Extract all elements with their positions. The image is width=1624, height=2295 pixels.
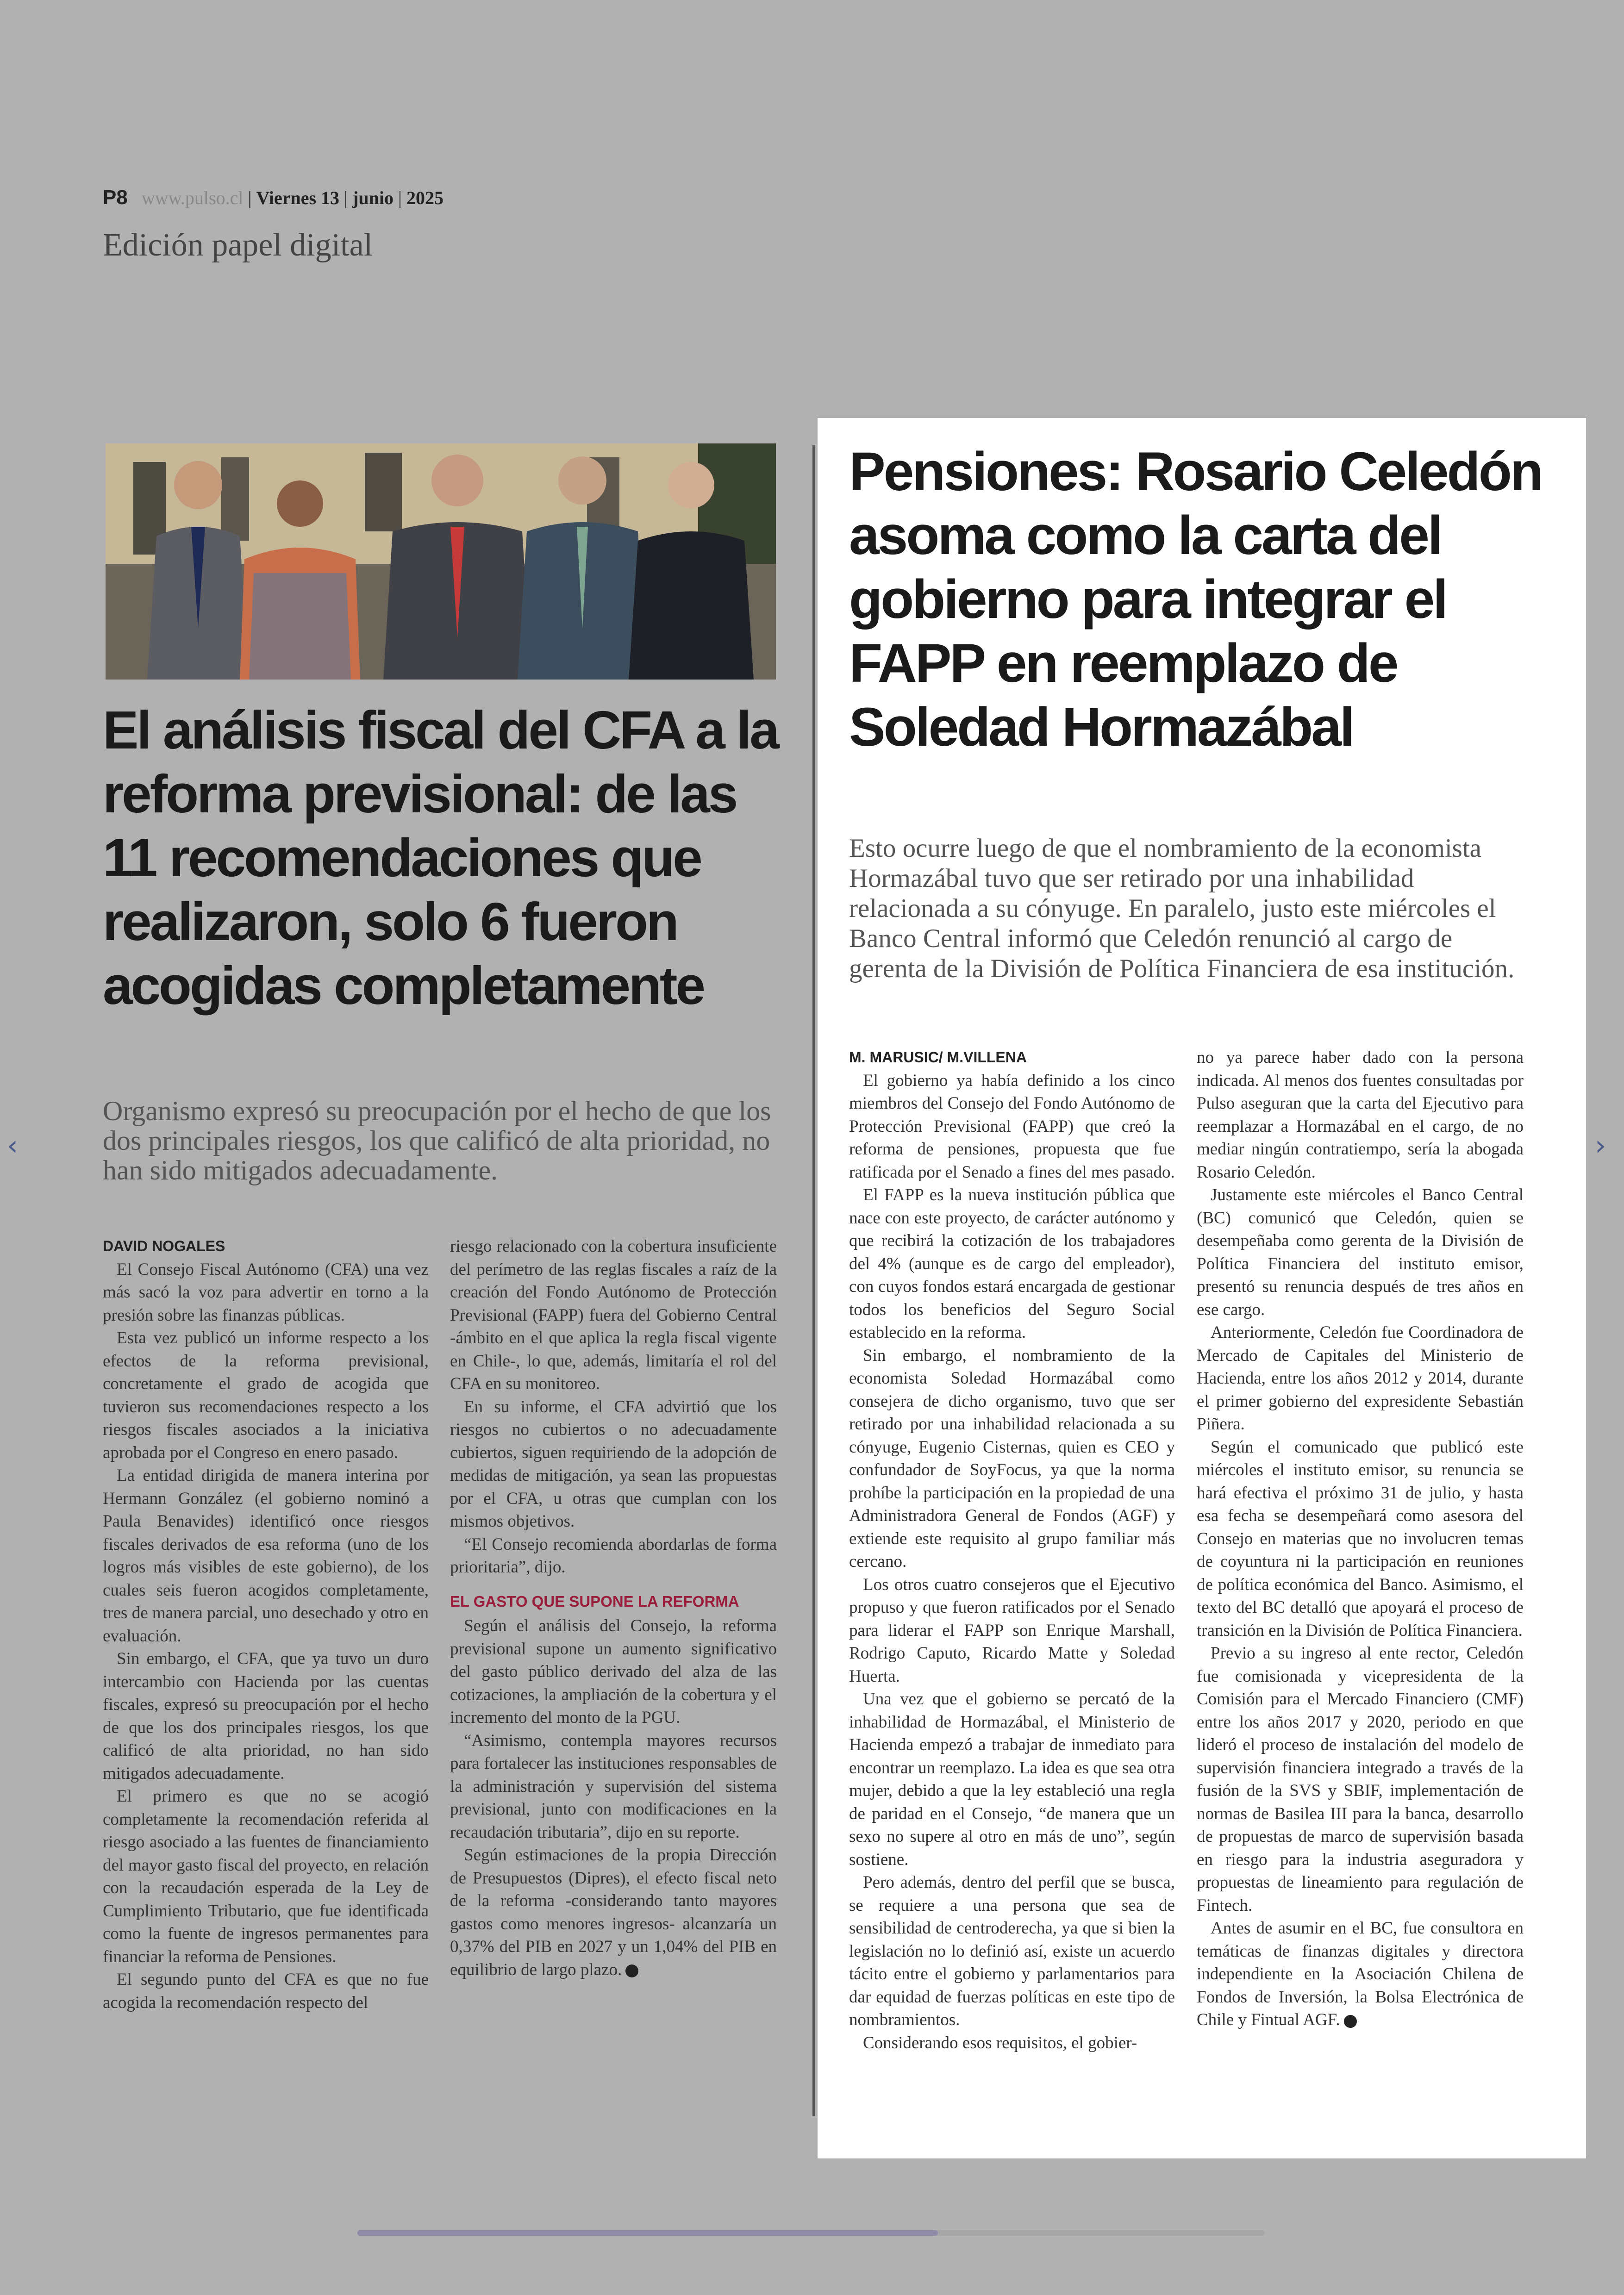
- left-article-column-2: [450, 1235, 777, 1981]
- left-article-headline: El análisis fiscal del CFA a la reforma previsional: de las 11 recomendaciones que realizaron, solo 6 fueron acogidas completamente: [103, 700, 778, 1016]
- header-separator: |: [248, 187, 252, 208]
- paragraph: riesgo relacionado con la cobertura insuficiente del perímetro de las reglas fiscales a raíz de la creación del Fondo Autónomo de Protección Previsional (FAPP) fuera del Gobierno Central -ámbito en el que aplica la regla fiscal vigente en Chile-, lo que, además, limitaría el rol del CFA en su monitoreo.: [450, 1237, 777, 1393]
- paragraph: El gobierno ya había definido a los cinco miembros del Consejo del Fondo Autónomo de Protección Previsional (FAPP) que creó la reforma de pensiones, propuesta que fue ratificada por el Senado a fines del mes pasado.: [849, 1071, 1175, 1182]
- left-article-subtitle: Organismo expresó su preocupación por el hecho de que los dos principales riesgos, los que calificó de alta prioridad, no han sido mitigados adecuadamente.: [103, 1096, 771, 1185]
- paragraph: no ya parece haber dado con la persona indicada. Al menos dos fuentes consultadas por Pulso aseguran que la carta del Ejecutivo para reemplazar a Hormazábal en el cargo, de no mediar ningún contratiempo, sería la abogada Rosario Celedón.: [1197, 1048, 1524, 1182]
- paragraph: Considerando esos requisitos, el gobier-: [863, 2033, 1137, 2052]
- left-article-byline: DAVID NOGALES: [103, 1238, 225, 1254]
- edition-label: Edición papel digital: [103, 227, 373, 263]
- paragraph: El segundo punto del CFA es que no fue acogida la recomendación respecto del: [103, 1970, 429, 2012]
- header-month: junio: [352, 187, 394, 208]
- section-heading: EL GASTO QUE SUPONE LA REFORMA: [450, 1592, 739, 1610]
- paragraph: En su informe, el CFA advirtió que los riesgos no cubiertos o no adecuadamente cubiertos, siguen requiriendo de la adopción de medidas de mitigación, ya sean las propuestas por el CFA, u otras que cumplan con los mismos objetivos.: [450, 1397, 777, 1531]
- right-article-column-2: [1197, 1046, 1524, 2032]
- page-header: [103, 186, 443, 209]
- paragraph-text: Según estimaciones de la propia Dirección de Presupuestos (Dipres), el efecto fiscal neto de la reforma -considerando tanto mayores gastos como menores ingresos- alcanzaría un 0,37% del PIB en 2027 y un 1,04% del PIB en equilibrio de largo plazo.: [450, 1846, 777, 1979]
- horizontal-scrollbar-thumb[interactable]: [357, 2230, 938, 2236]
- paragraph: El FAPP es la nueva institución pública que nace con este proyecto, de carácter autónomo y que recibirá la cotización de los trabajadores del 4% (aunque es de cargo del empleador), con cuyos fondos estará encargada de gestionar todos los beneficios del Seguro Social establecido en la reforma.: [849, 1185, 1175, 1342]
- paragraph-text: Antes de asumir en el BC, fue consultora en temáticas de finanzas digitales y directora independiente en la Asociación Chilena de Fondos de Inversión, la Bolsa Electrónica de Chile y Fintual AGF.: [1197, 1919, 1524, 2029]
- paragraph: Justamente este miércoles el Banco Central (BC) comunicó que Celedón, quien se desempeñaba como gerenta de la División de Política Financiera del instituto emisor, presentó su renuncia después de tres años en ese cargo.: [1197, 1185, 1524, 1319]
- end-mark-icon: [625, 1964, 638, 1977]
- header-separator: |: [344, 187, 348, 208]
- header-separator: |: [398, 187, 402, 208]
- header-year: 2025: [406, 187, 444, 208]
- paragraph: Esta vez publicó un informe respecto a los efectos de la reforma previsional, concretamente el grado de acogida que tuvieron sus recomendaciones respecto a los riesgos fiscales asociados a la iniciativa aprobada por el Congreso en enero pasado.: [103, 1328, 429, 1462]
- right-article-column-1: [849, 1046, 1175, 2054]
- paragraph: Sin embargo, el CFA, que ya tuvo un duro intercambio con Hacienda por las cuentas fiscales, expresó su preocupación por el hecho de que los dos principales riesgos, los que calificó de alta prioridad, no han sido mitigados adecuadamente.: [103, 1649, 429, 1783]
- end-mark-icon: [1344, 2015, 1357, 2028]
- paragraph: Los otros cuatro consejeros que el Ejecutivo propuso y que fueron ratificados por el Senado para liderar el FAPP son Enrique Marshall, Rodrigo Caputo, Ricardo Matte y Soledad Huerta.: [849, 1575, 1175, 1686]
- paragraph: [450, 1844, 777, 1981]
- paragraph: La entidad dirigida de manera interina por Hermann González (el gobierno nominó a Paula Benavides) identificó once riesgos fiscales derivados de esa reforma (uno de los logros más visibles de este gobierno), de los cuales seis fueron acogidos completamente, tres de manera parcial, uno desechado y otro en evaluación.: [103, 1466, 429, 1646]
- column-divider: [812, 445, 815, 2116]
- paragraph: “El Consejo recomienda abordarlas de forma prioritaria”, dijo.: [450, 1534, 777, 1577]
- paragraph: Previo a su ingreso al ente rector, Celedón fue comisionada y vicepresidenta de la Comisión para el Mercado Financiero (CMF) entre los años 2017 y 2020, periodo en que lideró el proceso de instalación del modelo de supervisión financiera integrado a través de la fusión de la SVS y SBIF, implementación de normas de Basilea III para la banca, desarrollo de propuestas de marco de supervisión basada en riesgo para la industria aseguradora y propuestas de lineamiento para regulación de Fintech.: [1197, 1644, 1524, 1915]
- paragraph: Una vez que el gobierno se percató de la inhabilidad de Hormazábal, el Ministerio de Hacienda empezó a trabajar de inmediato para encontrar un reemplazo. La idea es que sea otra mujer, debido a que la ley estableció una regla de paridad en el Consejo, “de manera que un sexo no supere al otro en más de uno”, según sostiene.: [849, 1690, 1175, 1869]
- paragraph: El primero es que no se acogió completamente la recomendación referida al riesgo asociado a las fuentes de financiamiento del mayor gasto fiscal del proyecto, en relación con la recaudación esperada de la Ley de Cumplimiento Tributario, que fue identificada como la fuente de ingresos permanentes para financiar la reforma de Pensiones.: [103, 1787, 429, 1966]
- left-article-column-1: [103, 1235, 429, 2014]
- paragraph: “Asimismo, contempla mayores recursos para fortalecer las instituciones responsables de la administración y supervisión del sistema previsional, junto con modificaciones en la recaudación tributaria”, dijo en su reporte.: [450, 1731, 777, 1842]
- paragraph: Anteriormente, Celedón fue Coordinadora de Mercado de Capitales del Ministerio de Hacienda, entre los años 2012 y 2014, durante el primer gobierno del expresidente Sebastián Piñera.: [1197, 1323, 1524, 1434]
- site-url: www.pulso.cl: [141, 187, 244, 208]
- paragraph: Según el comunicado que publicó este miércoles el instituto emisor, su renuncia se hará efectiva el próximo 31 de julio, y hasta esa fecha se desempeñará como asesora del Consejo en materias que no involucren temas de coyuntura ni la participación en reuniones de política económica del Banco. Asimismo, el texto del BC detalló que apoyará el proceso de transición en la División de Política Financiera.: [1197, 1437, 1524, 1640]
- paragraph: Pero además, dentro del perfil que se busca, se requiere a una persona que sea de sensibilidad de centroderecha, ya que si bien la legislación no lo definió así, existe un acuerdo tácito entre el gobierno y parlamentarios para dar equidad de fuerzas políticas en este tipo de nombramientos.: [849, 1873, 1175, 2029]
- chevron-right-icon[interactable]: ›: [1595, 1129, 1606, 1162]
- article-photo: [106, 443, 776, 680]
- paragraph: El Consejo Fiscal Autónomo (CFA) una vez más sacó la voz para advertir en torno a la presión sobre las finanzas públicas.: [103, 1260, 429, 1325]
- right-article-byline: M. MARUSIC/ M.VILLENA: [849, 1049, 1027, 1066]
- right-article-headline: Pensiones: Rosario Celedón asoma como la carta del gobierno para integrar el FAPP en reemplazo de Soledad Hormazábal: [849, 441, 1542, 758]
- page-number: P8: [103, 186, 128, 209]
- paragraph: [1197, 1917, 1524, 2032]
- right-article-subtitle: Esto ocurre luego de que el nombramiento de la economista Hormazábal tuvo que ser retirado por una inhabilidad relacionada a su cónyuge. En paralelo, justo este miércoles el Banco Central informó que Celedón renunció al cargo de gerenta de la División de Política Financiera de esa institución.: [849, 834, 1515, 983]
- paragraph: Sin embargo, el nombramiento de la economista Soledad Hormazábal como consejera de dicho organismo, tuvo que ser retirado por una inhabilidad relacionada a su cónyuge, Eugenio Cisternas, quien es CEO y confundador de SoyFocus, ya que la norma prohíbe la participación en la propiedad de una Administradora General de Fondos (AGF) y extiende este requisito al grupo familiar más cercano.: [849, 1346, 1175, 1571]
- paragraph: Según el análisis del Consejo, la reforma previsional supone un aumento significativo del gasto público derivado del alza de las cotizaciones, la ampliación de la cobertura y el incremento del monto de la PGU.: [450, 1616, 777, 1727]
- chevron-left-icon[interactable]: ‹: [7, 1129, 18, 1162]
- header-day: Viernes 13: [256, 187, 340, 208]
